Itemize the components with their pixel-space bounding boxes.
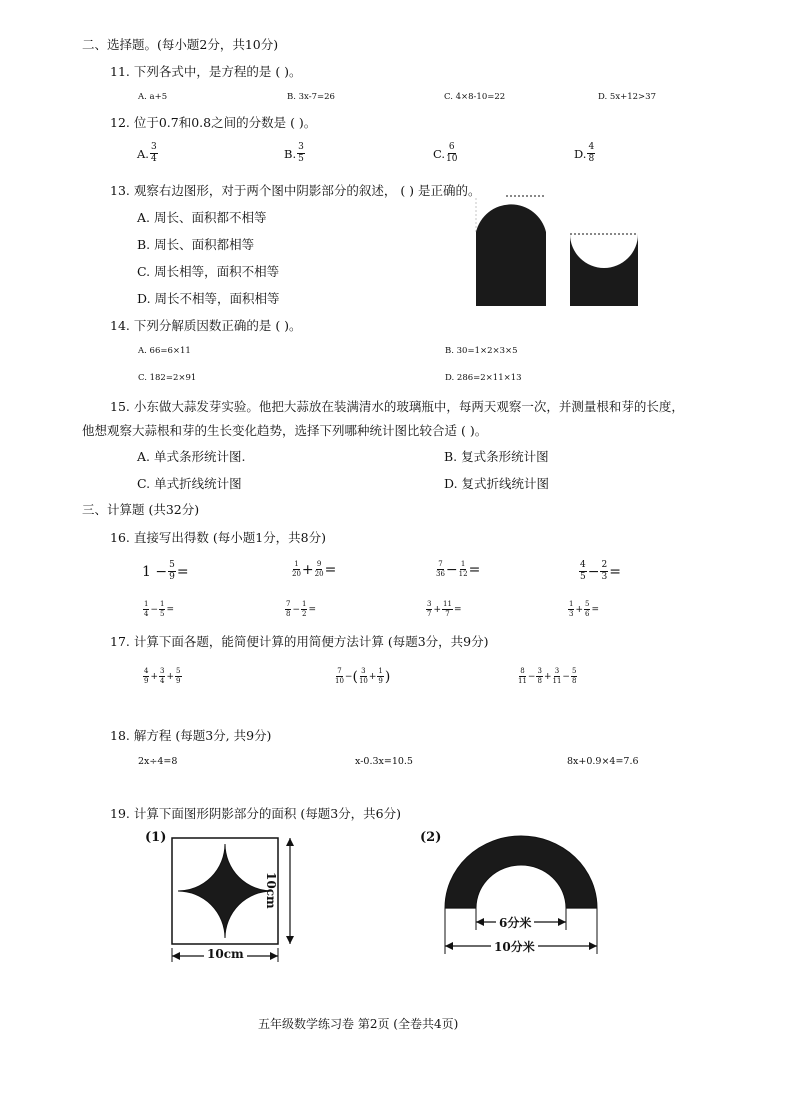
q17-expr-3: $\frac{8}{11}$ − $\frac{3}{8}$ + $\frac{3}{11}$ − $\frac{5}{8}$ [518, 667, 577, 685]
q19-fig2-inner-label: 6分米 [496, 914, 534, 931]
q19-fig1-label: (1) [145, 830, 167, 845]
q15-stem-line2: 他想观察大蒜根和芽的生长变化趋势，选择下列哪种统计图比较合适 ( )。 [82, 423, 488, 438]
q18-equation-1: 2x÷4=8 [138, 756, 178, 767]
q16-expr-7: $\frac{3}{7}$ + $\frac{11}{7}$ = [427, 600, 462, 618]
q16-expr-8: $\frac{1}{3}$ + $\frac{5}{6}$ = [569, 600, 600, 618]
q16-expr-6: $\frac{7}{8}$ − $\frac{1}{2}$ = [286, 600, 317, 618]
q12-option-d: D. $\frac{4}{8}$ [574, 142, 595, 164]
q14-option-a: A. 66=6×11 [138, 346, 191, 356]
q13-option-d: D. 周长不相等，面积相等 [137, 291, 280, 306]
page-footer: 五年级数学练习卷 第2页 (全卷共4页) [258, 1017, 459, 1031]
q16-expr-4: $\frac{4}{5}$ − $\frac{2}{3}$ = [580, 560, 621, 582]
q11-option-c: C. 4×8-10=22 [444, 92, 506, 102]
q19-stem: 19. 计算下面图形阴影部分的面积 (每题3分，共6分) [110, 806, 401, 821]
q14-option-d: D. 286=2×11×13 [445, 373, 522, 383]
q18-equation-2: x-0.3x=10.5 [355, 756, 413, 767]
q19-fig1-bottom-label: 10cm [204, 947, 247, 961]
q16-expr-5: $\frac{1}{4}$ − $\frac{1}{5}$ = [144, 600, 175, 618]
q18-equation-3: 8x+0.9×4=7.6 [567, 756, 639, 767]
q16-expr-1: 1 − $\frac{5}{9}$ = [142, 560, 189, 582]
q16-stem: 16. 直接写出得数 (每小题1分，共8分) [110, 530, 326, 545]
q19-fig2-label: (2) [420, 830, 442, 845]
q15-option-b: B. 复式条形统计图 [444, 449, 549, 464]
q12-option-b: B. $\frac{3}{5}$ [284, 142, 304, 164]
q13-option-a: A. 周长、面积都不相等 [137, 210, 267, 225]
q12-stem: 12. 位于0.7和0.8之间的分数是 ( )。 [110, 115, 317, 130]
q11-option-b: B. 3x-7=26 [287, 92, 335, 102]
q19-fig1-side-label: 10cm [264, 872, 278, 909]
q15-option-a: A. 单式条形统计图. [137, 449, 246, 464]
section-3-heading: 三、计算题 (共32分) [82, 502, 200, 517]
q14-stem: 14. 下列分解质因数正确的是 ( )。 [110, 318, 302, 333]
q13-option-b: B. 周长、面积都相等 [137, 237, 255, 252]
q15-option-d: D. 复式折线统计图 [444, 476, 550, 491]
q13-option-c: C. 周长相等，面积不相等 [137, 264, 280, 279]
q17-expr-2: $\frac{7}{10}$ − ( $\frac{3}{10}$ + $\frac{1}{9}$ ) [335, 667, 391, 685]
q13-shaded-figures [470, 192, 640, 312]
q12-option-a: A. $\frac{3}{4}$ [137, 142, 157, 164]
q15-option-c: C. 单式折线统计图 [137, 476, 242, 491]
q11-stem: 11. 下列各式中，是方程的是 ( )。 [110, 64, 302, 79]
q14-option-c: C. 182=2×91 [138, 373, 197, 383]
q16-expr-2: $\frac{1}{20}$ + $\frac{9}{20}$ = [292, 560, 337, 578]
q18-stem: 18. 解方程 (每题3分, 共9分) [110, 728, 272, 743]
q17-expr-1: $\frac{4}{9}$ + $\frac{3}{4}$ + $\frac{5}{9}$ [144, 667, 181, 685]
q17-stem: 17. 计算下面各题，能简便计算的用简便方法计算 (每题3分，共9分) [110, 634, 489, 649]
q14-option-b: B. 30=1×2×3×5 [445, 346, 518, 356]
q13-stem: 13. 观察右边图形，对于两个图中阴影部分的叙述， ( ) 是正确的。 [110, 183, 481, 198]
q11-option-d: D. 5x+12>37 [598, 92, 656, 102]
q15-stem-line1: 15. 小东做大蒜发芽实验。他把大蒜放在装满清水的玻璃瓶中，每两天观察一次，并测量根和芽的长度， [110, 399, 684, 414]
q19-fig2-outer-label: 10分米 [491, 938, 538, 955]
section-2-heading: 二、选择题。(每小题2分，共10分) [82, 37, 279, 52]
q12-option-c: C. $\frac{6}{10}$ [433, 142, 458, 164]
q16-expr-3: $\frac{7}{36}$ − $\frac{1}{12}$ = [436, 560, 481, 578]
q11-option-a: A. a+5 [138, 92, 168, 102]
